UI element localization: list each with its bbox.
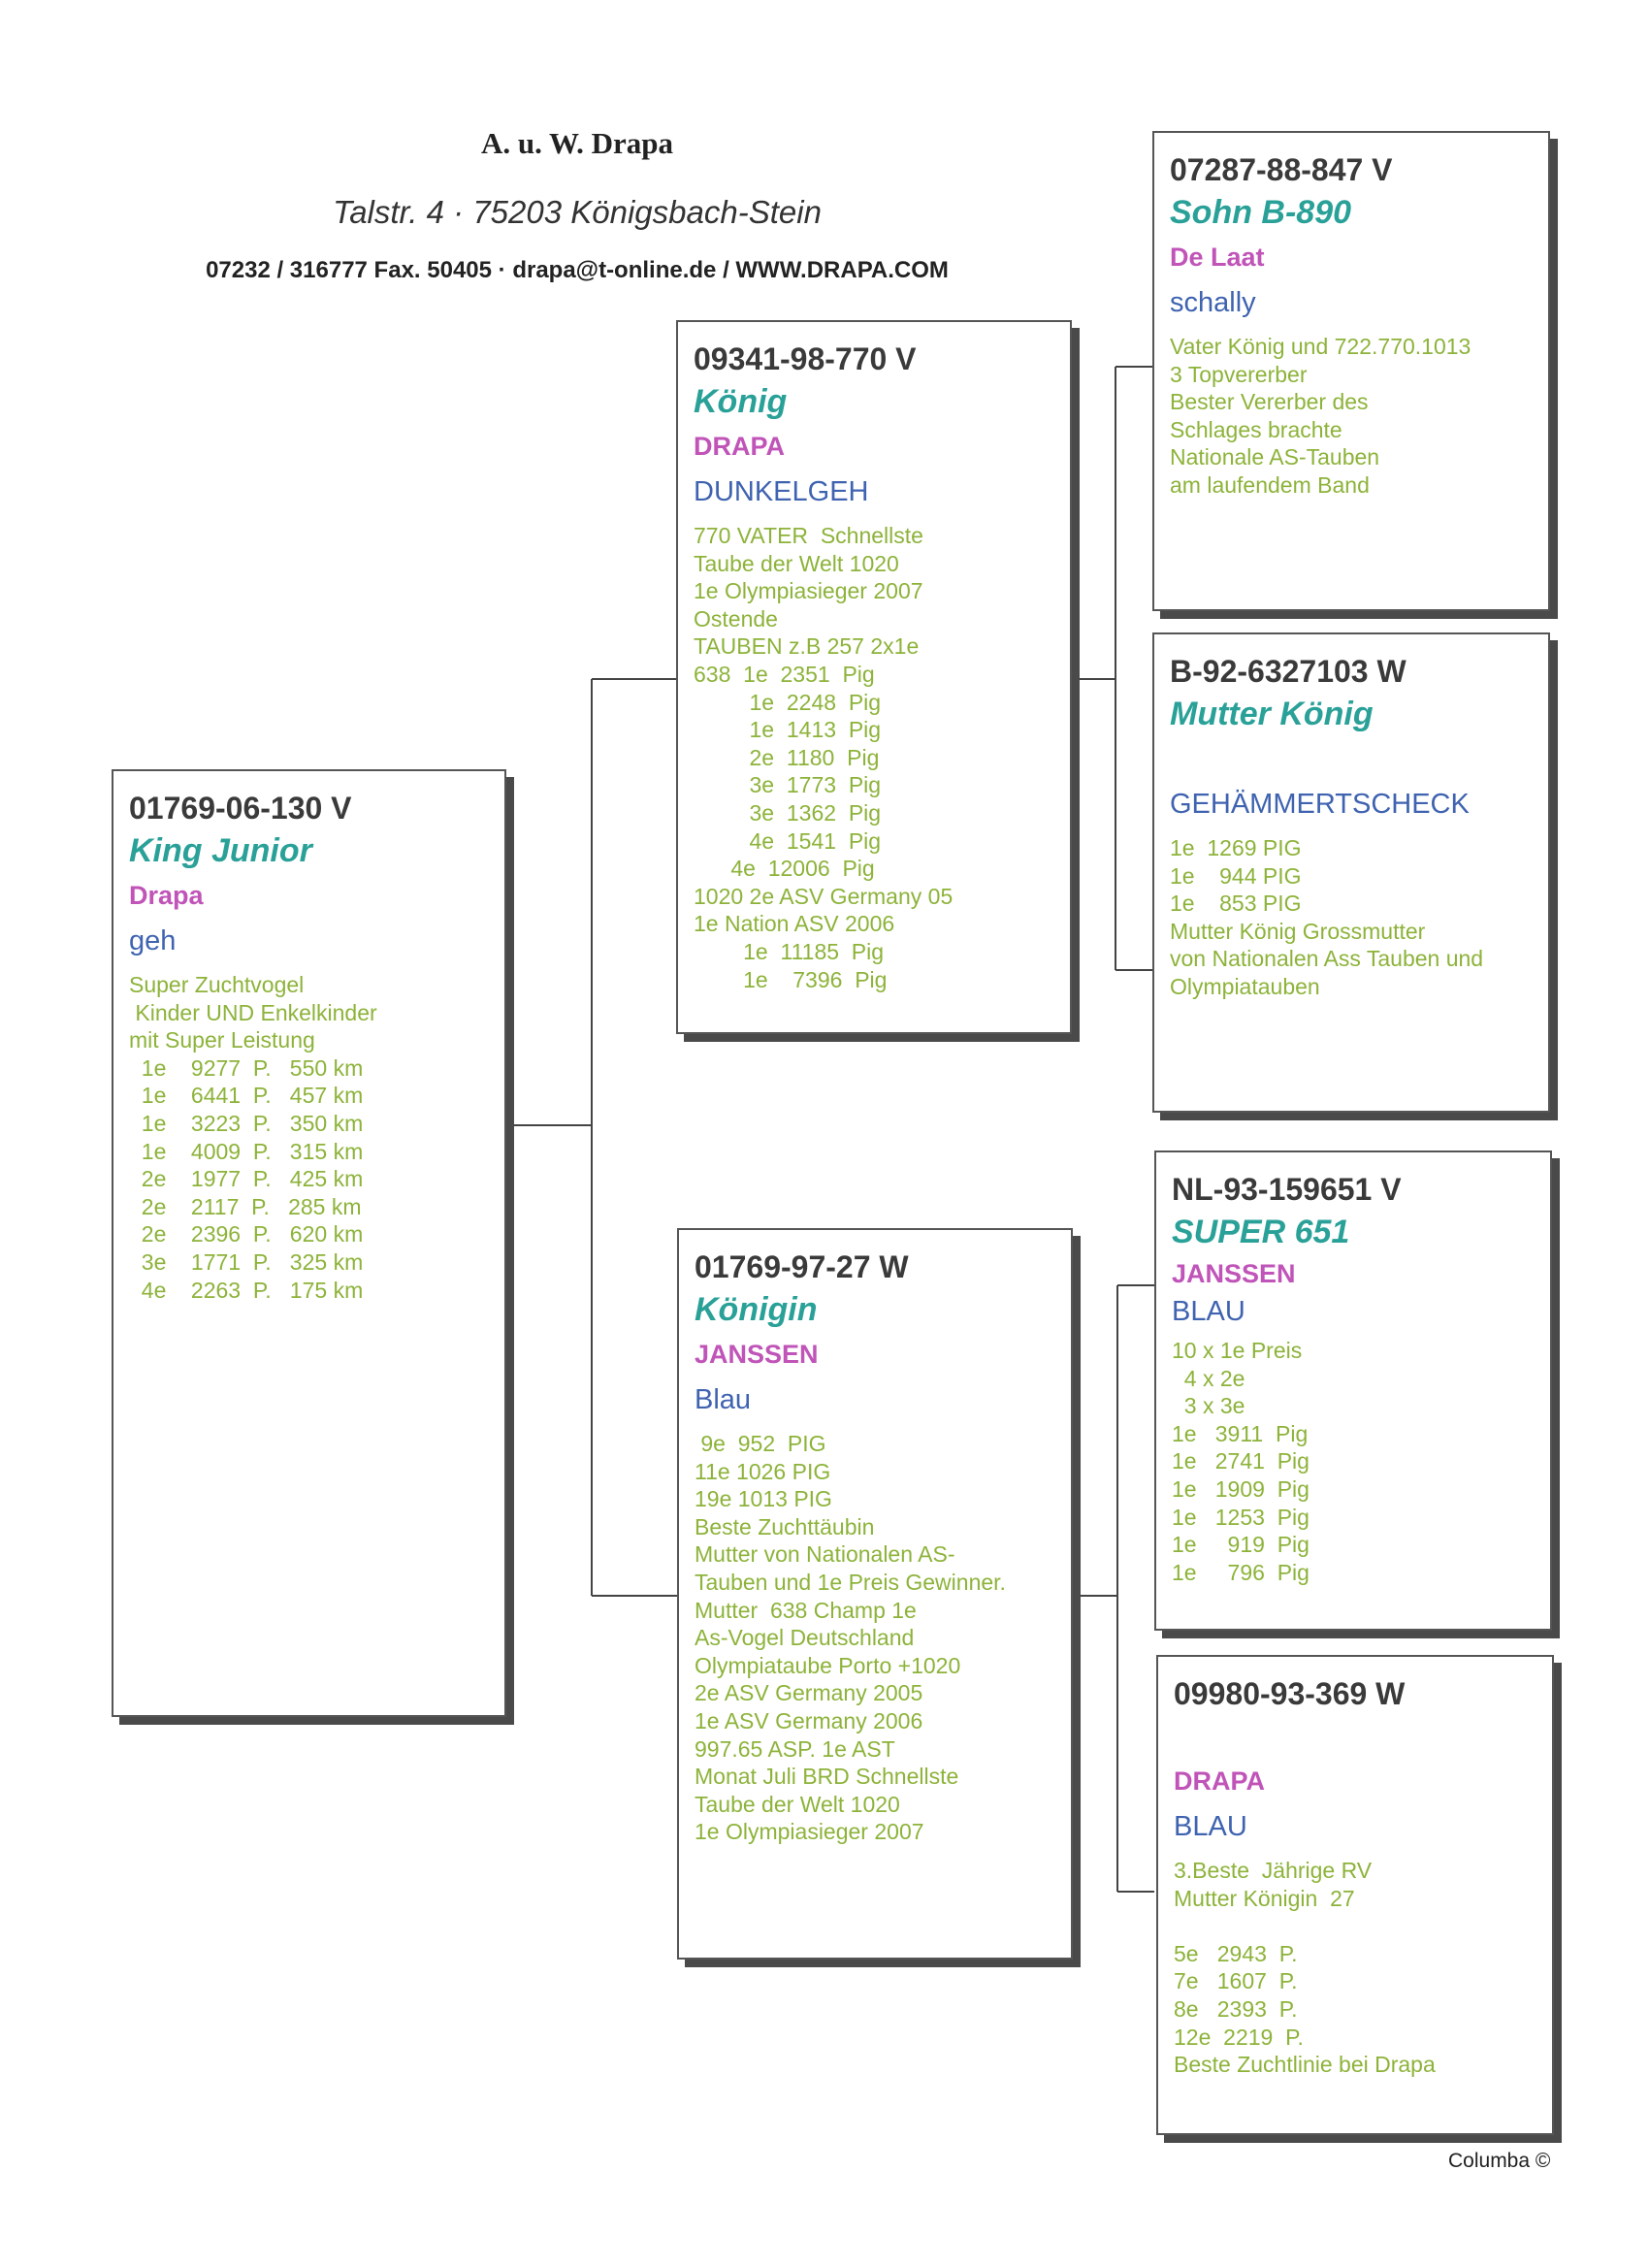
note-line: Vater König und 722.770.1013: [1170, 334, 1471, 359]
breeder-name: A. u. W. Drapa: [480, 126, 674, 160]
note-line: As-Vogel Deutschland: [695, 1625, 915, 1651]
performance-notes: [1172, 1337, 1533, 1586]
performance-notes: [695, 1430, 1053, 1846]
pigeon-name: [1174, 1713, 1535, 1760]
note-line: 1e 1909 Pig: [1172, 1475, 1310, 1502]
note-line: 1e 9277 P. 550 km: [129, 1054, 364, 1081]
note-line: von Nationalen Ass Tauben und: [1170, 946, 1484, 972]
note-line: Ostende: [694, 605, 778, 632]
note-line: 3 x 3e: [1172, 1393, 1245, 1419]
note-line: 2e 2396 P. 620 km: [129, 1221, 364, 1247]
breeder-address: Talstr. 4 · 75203 Königsbach-Stein: [333, 194, 822, 230]
footer-credit: Columba ©: [1448, 2150, 1551, 2172]
ring-number: NL-93-159651 V: [1172, 1172, 1402, 1207]
note-line: Nationale AS-Tauben: [1170, 444, 1380, 470]
pigeon-name: Königin: [695, 1291, 818, 1328]
performance-notes: [1170, 333, 1531, 500]
ring-number: 01769-97-27 W: [695, 1249, 909, 1284]
note-line: 1e 1269 PIG: [1170, 835, 1302, 860]
performance-notes: [1174, 1857, 1535, 2079]
note-line: Olympiatauben: [1170, 973, 1320, 999]
note-line: 1e 853 PIG: [1170, 891, 1302, 917]
plumage-color: Blau: [695, 1384, 752, 1415]
pedigree-card-mother: [677, 1228, 1073, 1960]
note-line: 1e 3911 Pig: [1172, 1420, 1309, 1446]
note-line: 1e 1413 Pig: [694, 717, 882, 743]
note-line: am laufendem Band: [1170, 471, 1370, 498]
note-line: mit Super Leistung: [129, 1027, 315, 1053]
pigeon-name: Sohn B-890: [1170, 194, 1352, 231]
note-line: 1e 919 Pig: [1172, 1532, 1310, 1558]
note-line: 1e Nation ASV 2006: [694, 911, 895, 937]
note-line: Mutter Königin 27: [1174, 1885, 1355, 1911]
note-line: 7e 1607 P.: [1174, 1968, 1298, 1994]
note-line: 1e 7396 Pig: [694, 966, 888, 992]
note-line: 2e 1180 Pig: [694, 744, 880, 770]
note-line: Schlages brachte: [1170, 416, 1342, 442]
note-line: Kinder UND Enkelkinder: [129, 999, 377, 1025]
note-line: 3.Beste Jährige RV: [1174, 1858, 1373, 1883]
note-line: 19e 1013 PIG: [695, 1486, 832, 1512]
breeder-label: DRAPA: [694, 432, 785, 461]
ring-number: 01769-06-130 V: [129, 791, 352, 826]
note-line: 4e 1541 Pig: [694, 827, 882, 854]
pedigree-card-main: [112, 769, 506, 1717]
breeder-label: Drapa: [129, 881, 204, 910]
note-line: Taube der Welt 1020: [695, 1791, 900, 1817]
pigeon-name: King Junior: [129, 832, 312, 869]
note-line: 3e 1773 Pig: [694, 772, 882, 798]
note-line: 1e ASV Germany 2006: [695, 1707, 923, 1733]
note-line: Mutter von Nationalen AS-: [695, 1541, 955, 1568]
note-line: 4 x 2e: [1172, 1365, 1245, 1391]
note-line: 2e ASV Germany 2005: [695, 1680, 923, 1706]
note-line: Monat Juli BRD Schnellste: [695, 1764, 959, 1790]
pigeon-name: Mutter König: [1170, 696, 1374, 732]
note-line: 770 VATER Schnellste: [694, 523, 923, 548]
performance-notes: [1170, 834, 1531, 1001]
pedigree-card-mother-father: [1154, 1150, 1552, 1631]
ring-number: 07287-88-847 V: [1170, 152, 1393, 187]
note-line: 3e 1362 Pig: [694, 799, 882, 826]
note-line: TAUBEN z.B 257 2x1e: [694, 633, 920, 660]
note-line: Mutter 638 Champ 1e: [695, 1597, 917, 1623]
pedigree-card-father: [676, 320, 1072, 1034]
breeder-contact: 07232 / 316777 Fax. 50405 · drapa@t-online.de / WWW.DRAPA.COM: [206, 257, 949, 283]
note-line: 4e 12006 Pig: [694, 856, 875, 882]
breeder-label: JANSSEN: [1172, 1259, 1296, 1288]
plumage-color: DUNKELGEH: [694, 476, 869, 507]
note-line: 2e 1977 P. 425 km: [129, 1166, 364, 1192]
note-line: 8e 2393 P.: [1174, 1995, 1298, 2022]
note-line: 1e 944 PIG: [1170, 862, 1302, 889]
performance-notes: [694, 522, 1052, 993]
note-line: 1e 1253 Pig: [1172, 1504, 1310, 1530]
plumage-color: geh: [129, 925, 177, 956]
note-line: 1e 3223 P. 350 km: [129, 1110, 364, 1136]
note-line: 4e 2263 P. 175 km: [129, 1277, 364, 1303]
pedigree-card-father-mother: [1152, 632, 1550, 1113]
ring-number: B-92-6327103 W: [1170, 654, 1406, 689]
note-line: 2e 2117 P. 285 km: [129, 1193, 362, 1219]
note-line: Tauben und 1e Preis Gewinner.: [695, 1569, 1006, 1595]
ring-number: 09980-93-369 W: [1174, 1676, 1406, 1711]
breeder-label: De Laat: [1170, 243, 1265, 272]
pigeon-name: SUPER 651: [1172, 1214, 1350, 1250]
note-line: 997.65 ASP. 1e AST: [695, 1735, 895, 1762]
note-line: 10 x 1e Preis: [1172, 1338, 1303, 1363]
breeder-label: DRAPA: [1174, 1766, 1265, 1796]
breeder-label: JANSSEN: [695, 1340, 819, 1369]
note-line: 1e Olympiasieger 2007: [694, 578, 923, 604]
note-line: 1e Olympiasieger 2007: [695, 1819, 924, 1845]
note-line: 638 1e 2351 Pig: [694, 661, 875, 687]
plumage-color: GEHÄMMERTSCHECK: [1170, 789, 1470, 820]
pedigree-card-father-father: [1152, 131, 1550, 611]
note-line: Super Zuchtvogel: [129, 972, 305, 997]
note-line: 3e 1771 P. 325 km: [129, 1248, 364, 1275]
pigeon-name: König: [694, 383, 788, 420]
note-line: 1e 6441 P. 457 km: [129, 1083, 364, 1109]
note-line: [1174, 1912, 1535, 1940]
performance-notes: [129, 971, 487, 1304]
note-line: 12e 2219 P.: [1174, 2024, 1304, 2050]
note-line: 11e 1026 PIG: [695, 1458, 831, 1484]
note-line: Mutter König Grossmutter: [1170, 918, 1426, 944]
note-line: Beste Zuchtlinie bei Drapa: [1174, 2052, 1436, 2078]
note-line: Bester Vererber des: [1170, 389, 1369, 415]
plumage-color: schally: [1170, 287, 1256, 318]
note-line: 1020 2e ASV Germany 05: [694, 883, 954, 909]
plumage-color: BLAU: [1172, 1296, 1245, 1327]
note-line: Olympiataube Porto +1020: [695, 1652, 961, 1678]
breeder-label: [1170, 737, 1531, 780]
note-line: 1e 2248 Pig: [694, 689, 882, 715]
note-line: Beste Zuchttäubin: [695, 1513, 875, 1539]
pedigree-card-mother-mother: [1156, 1655, 1554, 2135]
note-line: 9e 952 PIG: [695, 1431, 826, 1456]
note-line: 1e 796 Pig: [1172, 1559, 1310, 1585]
ring-number: 09341-98-770 V: [694, 341, 917, 376]
note-line: 1e 2741 Pig: [1172, 1448, 1310, 1474]
note-line: 1e 4009 P. 315 km: [129, 1138, 364, 1164]
note-line: 5e 2943 P.: [1174, 1940, 1298, 1966]
plumage-color: BLAU: [1174, 1811, 1247, 1842]
note-line: 3 Topvererber: [1170, 361, 1308, 387]
note-line: 1e 11185 Pig: [694, 938, 885, 964]
note-line: Taube der Welt 1020: [694, 550, 899, 576]
